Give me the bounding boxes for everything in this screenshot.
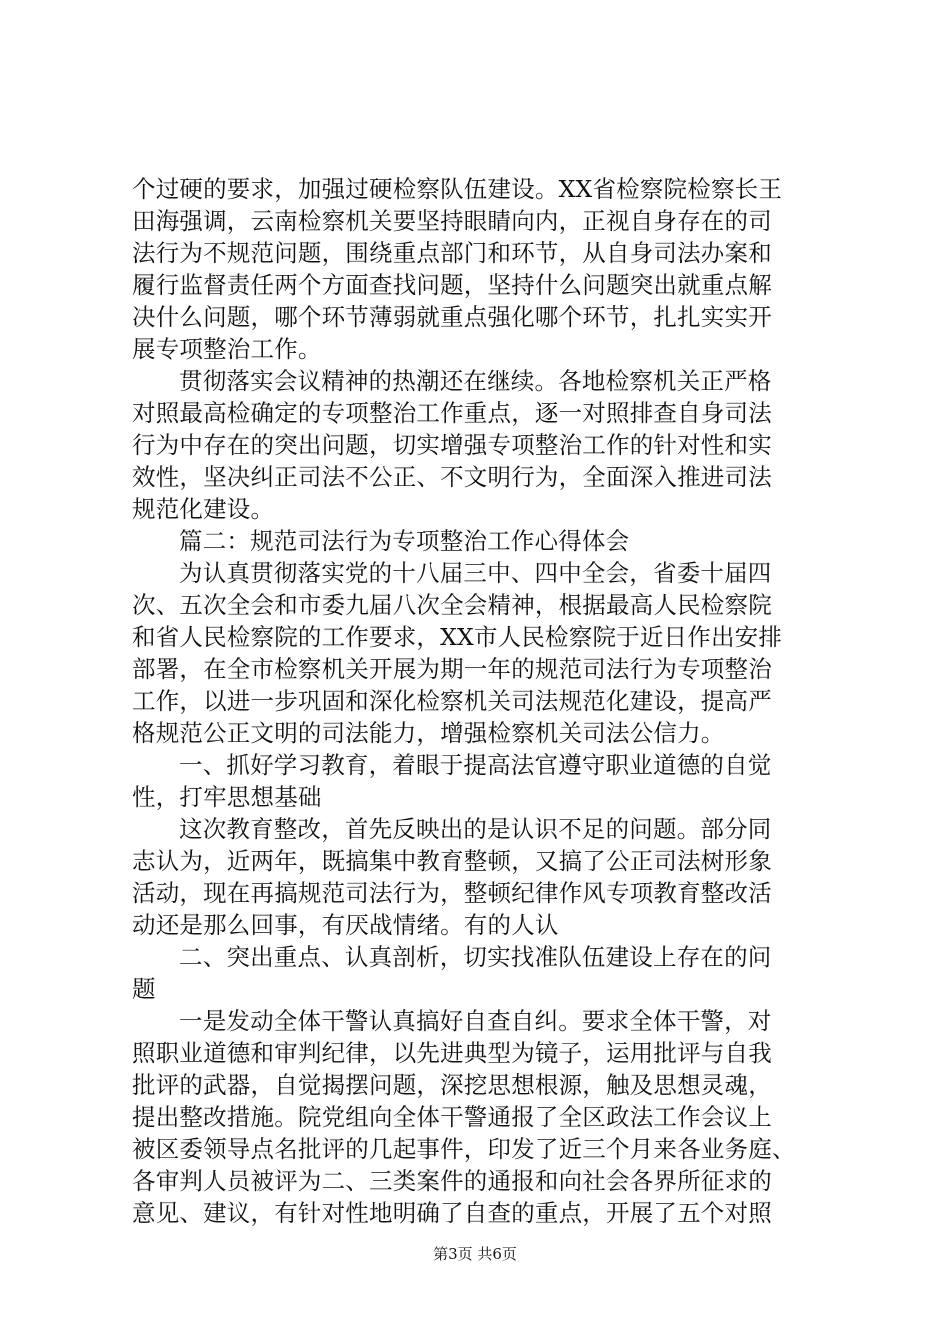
text-line: 被区委领导点名批评的几起事件，印发了近三个月来各业务庭、 xyxy=(132,1135,796,1163)
text-line: 篇二：规范司法行为专项整治工作心得体会 xyxy=(179,527,630,555)
text-line: 工作，以进一步巩固和深化检察机关司法规范化建设，提高严 xyxy=(132,687,772,715)
text-line: 决什么问题，哪个环节薄弱就重点强化哪个环节，扎扎实实开 xyxy=(132,303,772,331)
text-line: 田海强调，云南检察机关要坚持眼睛向内，正视自身存在的司 xyxy=(132,207,772,235)
text-line: 规范化建设。 xyxy=(132,495,275,523)
text-line: 提出整改措施。院党组向全体干警通报了全区政法工作会议上 xyxy=(132,1103,772,1131)
text-line: 照职业道德和审判纪律，以先进典型为镜子，运用批评与自我 xyxy=(132,1039,772,1067)
text-line: 动还是那么回事，有厌战情绪。有的人认 xyxy=(132,911,559,939)
page-number: 第3页 共6页 xyxy=(433,1245,517,1263)
text-line: 一是发动全体干警认真搞好自查自纠。要求全体干警，对 xyxy=(179,1007,772,1035)
text-line: 为认真贯彻落实党的十八届三中、四中全会，省委十届四 xyxy=(179,559,772,587)
text-line: 和省人民检察院的工作要求，XX市人民检察院于近日作出安排 xyxy=(132,623,783,651)
text-line: 个过硬的要求，加强过硬检察队伍建设。XX省检察院检察长王 xyxy=(132,175,783,203)
text-line: 对照最高检确定的专项整治工作重点，逐一对照排查自身司法 xyxy=(132,399,772,427)
text-line: 次、五次全会和市委九届八次全会精神，根据最高人民检察院 xyxy=(132,591,772,619)
text-line: 格规范公正文明的司法能力，增强检察机关司法公信力。 xyxy=(132,719,725,747)
text-line: 志认为，近两年，既搞集中教育整顿，又搞了公正司法树形象 xyxy=(132,847,772,875)
text-line: 效性，坚决纠正司法不公正、不文明行为，全面深入推进司法 xyxy=(132,463,772,491)
text-line: 贯彻落实会议精神的热潮还在继续。各地检察机关正严格 xyxy=(179,367,772,395)
text-line: 展专项整治工作。 xyxy=(132,335,322,363)
text-line: 意见、建议，有针对性地明确了自查的重点，开展了五个对照 xyxy=(132,1199,772,1227)
page-footer xyxy=(0,1243,950,1264)
text-line: 性，打牢思想基础 xyxy=(132,783,322,811)
document-body xyxy=(132,173,832,1229)
text-line: 这次教育整改，首先反映出的是认识不足的问题。部分同 xyxy=(179,815,772,843)
text-line: 一、抓好学习教育，着眼于提高法官遵守职业道德的自觉 xyxy=(179,751,772,779)
text-line: 活动，现在再搞规范司法行为，整顿纪律作风专项教育整改活 xyxy=(132,879,772,907)
text-line: 批评的武器，自觉揭摆问题，深挖思想根源，触及思想灵魂， xyxy=(132,1071,772,1099)
text-line: 题 xyxy=(132,975,156,1003)
text-line: 法行为不规范问题，围绕重点部门和环节，从自身司法办案和 xyxy=(132,239,772,267)
text-line: 行为中存在的突出问题，切实增强专项整治工作的针对性和实 xyxy=(132,431,772,459)
text-line: 各审判人员被评为二、三类案件的通报和向社会各界所征求的 xyxy=(132,1167,772,1195)
text-line: 二、突出重点、认真剖析，切实找准队伍建设上存在的问 xyxy=(179,943,772,971)
text-line: 部署，在全市检察机关开展为期一年的规范司法行为专项整治 xyxy=(132,655,772,683)
text-line: 履行监督责任两个方面查找问题，坚持什么问题突出就重点解 xyxy=(132,271,772,299)
